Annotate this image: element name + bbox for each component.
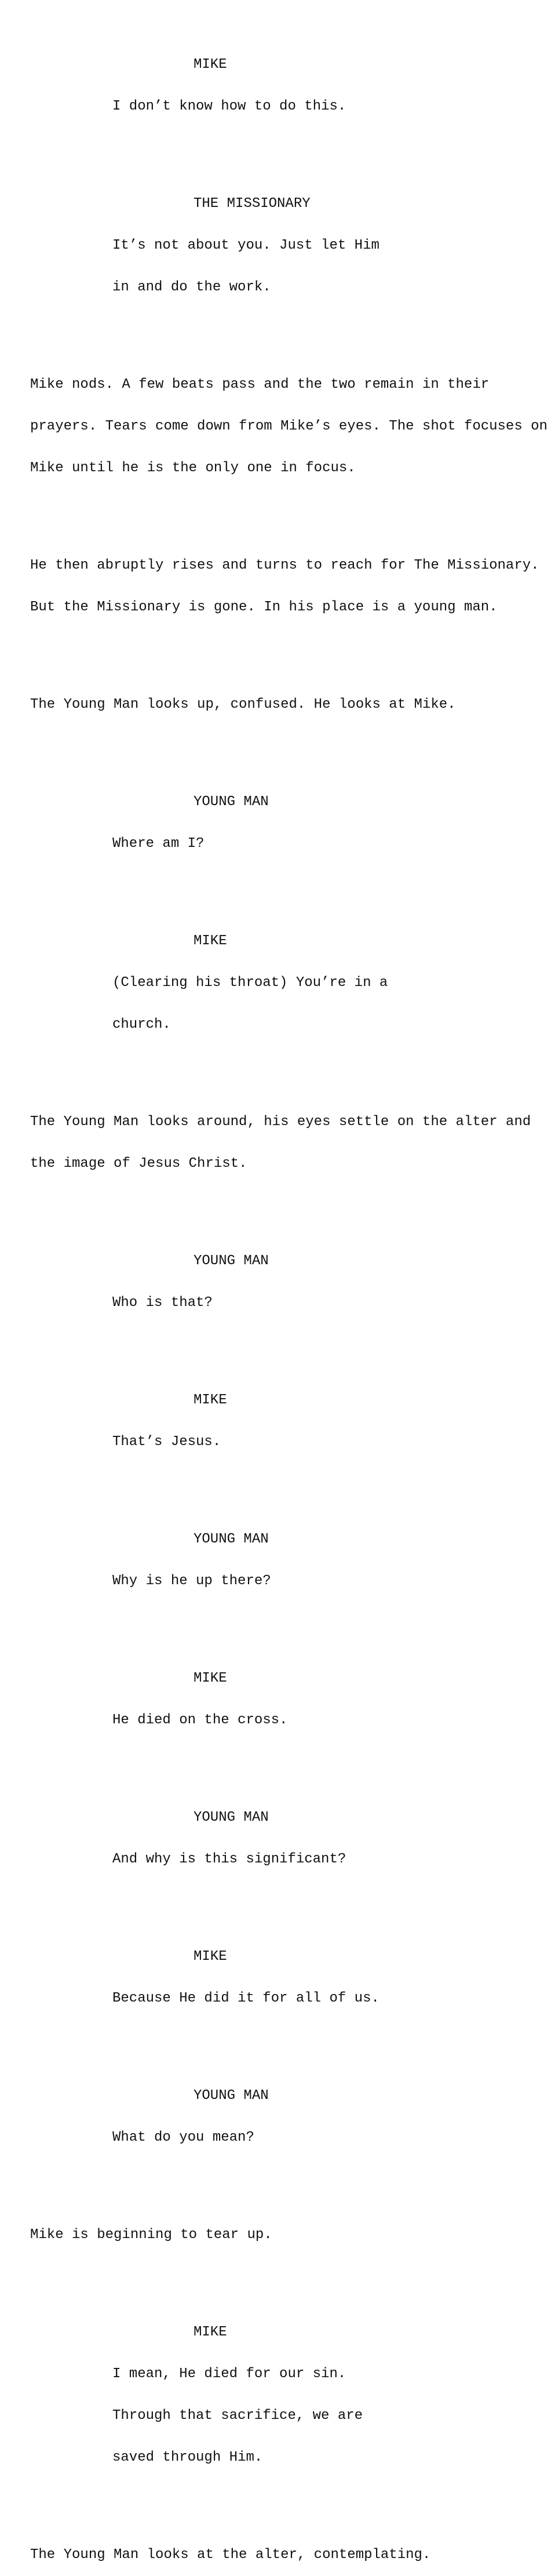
dialogue-line: And why is this significant?	[112, 1851, 346, 1867]
character-name: YOUNG MAN	[194, 2088, 269, 2104]
character-name: MIKE	[194, 57, 227, 72]
action-line: The Young Man looks around, his eyes settle on the alter and	[30, 1114, 531, 1130]
dialogue-line: What do you mean?	[112, 2130, 254, 2145]
dialogue-line: Why is he up there?	[112, 1573, 271, 1589]
dialogue-line: Where am I?	[112, 836, 205, 852]
action-line: He then abruptly rises and turns to reach for The Missionary.	[30, 558, 539, 573]
character-name: YOUNG MAN	[194, 1253, 269, 1269]
dialogue-line: He died on the cross.	[112, 1712, 288, 1728]
screenplay-page	[0, 16, 551, 2576]
character-name: MIKE	[194, 933, 227, 949]
action-line: the image of Jesus Christ.	[30, 1156, 247, 1171]
character-name: THE MISSIONARY	[194, 196, 311, 212]
dialogue-line: saved through Him.	[112, 2450, 263, 2465]
character-name: YOUNG MAN	[194, 1810, 269, 1825]
character-name: MIKE	[194, 1392, 227, 1408]
action-line: The Young Man looks up, confused. He looks at Mike.	[30, 697, 456, 712]
action-line: The Young Man looks at the alter, contemplating.	[30, 2547, 431, 2563]
action-line: Mike until he is the only one in focus.	[30, 460, 356, 476]
action-line: But the Missionary is gone. In his place is a young man.	[30, 599, 498, 615]
dialogue-line: That’s Jesus.	[112, 1434, 221, 1450]
character-name: YOUNG MAN	[194, 1531, 269, 1547]
dialogue-line: church.	[112, 1017, 171, 1032]
character-name: MIKE	[194, 1671, 227, 1686]
character-name: MIKE	[194, 1949, 227, 1964]
dialogue-line: It’s not about you. Just let Him	[112, 238, 380, 253]
action-line: Mike is beginning to tear up.	[30, 2227, 272, 2243]
dialogue-line: in and do the work.	[112, 279, 271, 295]
character-name: MIKE	[194, 2324, 227, 2340]
dialogue-line: Because He did it for all of us.	[112, 1991, 380, 2006]
dialogue-line: I mean, He died for our sin.	[112, 2366, 346, 2382]
dialogue-line: I don’t know how to do this.	[112, 99, 346, 114]
dialogue-line: Through that sacrifice, we are	[112, 2408, 363, 2424]
dialogue-line: Who is that?	[112, 1295, 213, 1311]
character-name: YOUNG MAN	[194, 794, 269, 810]
action-line: Mike nods. A few beats pass and the two remain in their	[30, 377, 490, 392]
dialogue-line: (Clearing his throat) You’re in a	[112, 975, 388, 991]
action-line: prayers. Tears come down from Mike’s eyes. The shot focuses on	[30, 419, 548, 434]
